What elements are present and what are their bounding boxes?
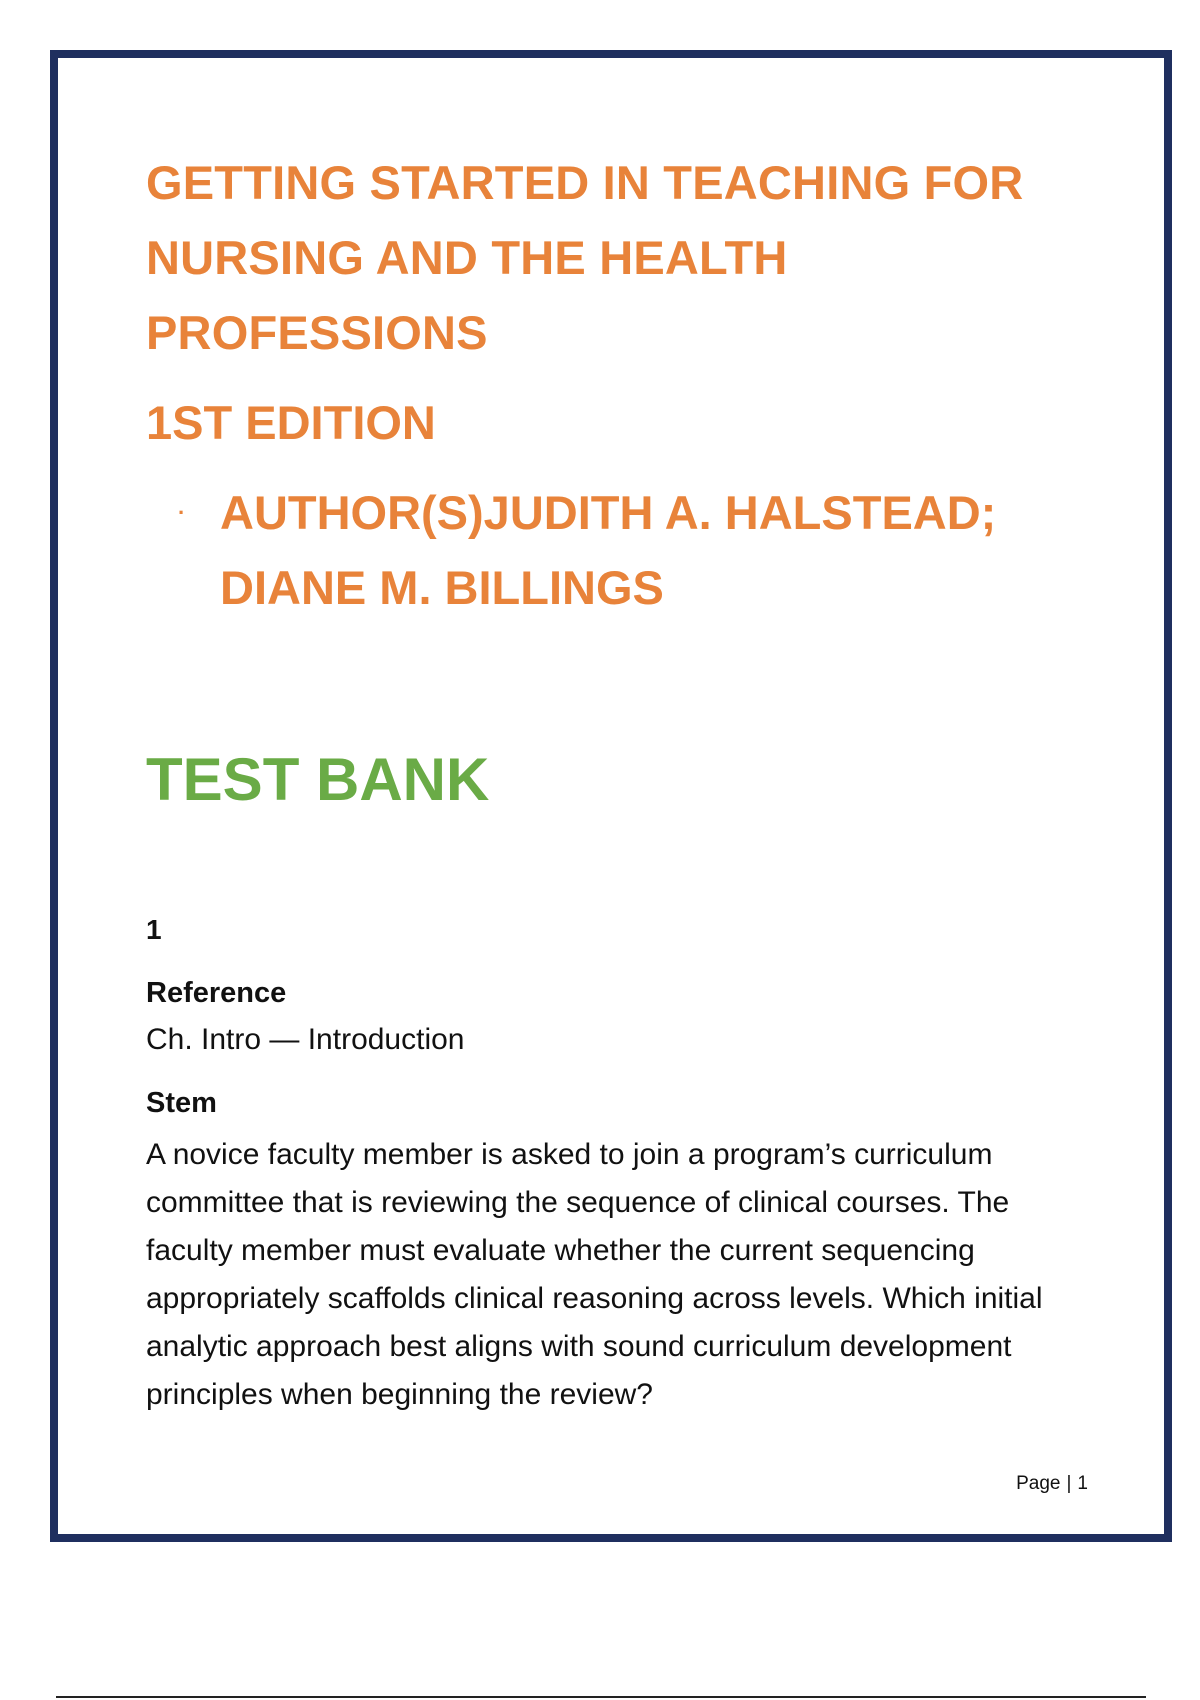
bullet-icon: · [178,500,186,525]
reference-label: Reference [146,977,287,1009]
document-title: GETTING STARTED IN TEACHING FOR NURSING AND THE HEALTH PROFESSIONS [146,156,1024,359]
question-stem-text: A novice faculty member is asked to join a program’s curriculum committee that is reviewing the sequence of clinical courses. The faculty member must evaluate whether the current sequencing appropriately scaffolds clinical reasoning across levels. Which initial analytic approach best aligns with sound curriculum development principles when beginning the review? [146,1138,1043,1411]
page-footer [1016,1472,1088,1496]
page-separator: | [1066,1473,1072,1494]
page-label: Page [1016,1473,1061,1494]
stem-label: Stem [146,1087,217,1119]
authors-text: AUTHOR(S)JUDITH A. HALSTEAD; DIANE M. BILLINGS [220,486,997,614]
test-bank-heading: TEST BANK [146,746,490,813]
page-number: 1 [1077,1473,1088,1494]
edition-label: 1ST EDITION [146,396,436,449]
bottom-divider [56,1696,1146,1698]
reference-value: Ch. Intro — Introduction [146,1023,465,1056]
question-number: 1 [146,914,162,945]
